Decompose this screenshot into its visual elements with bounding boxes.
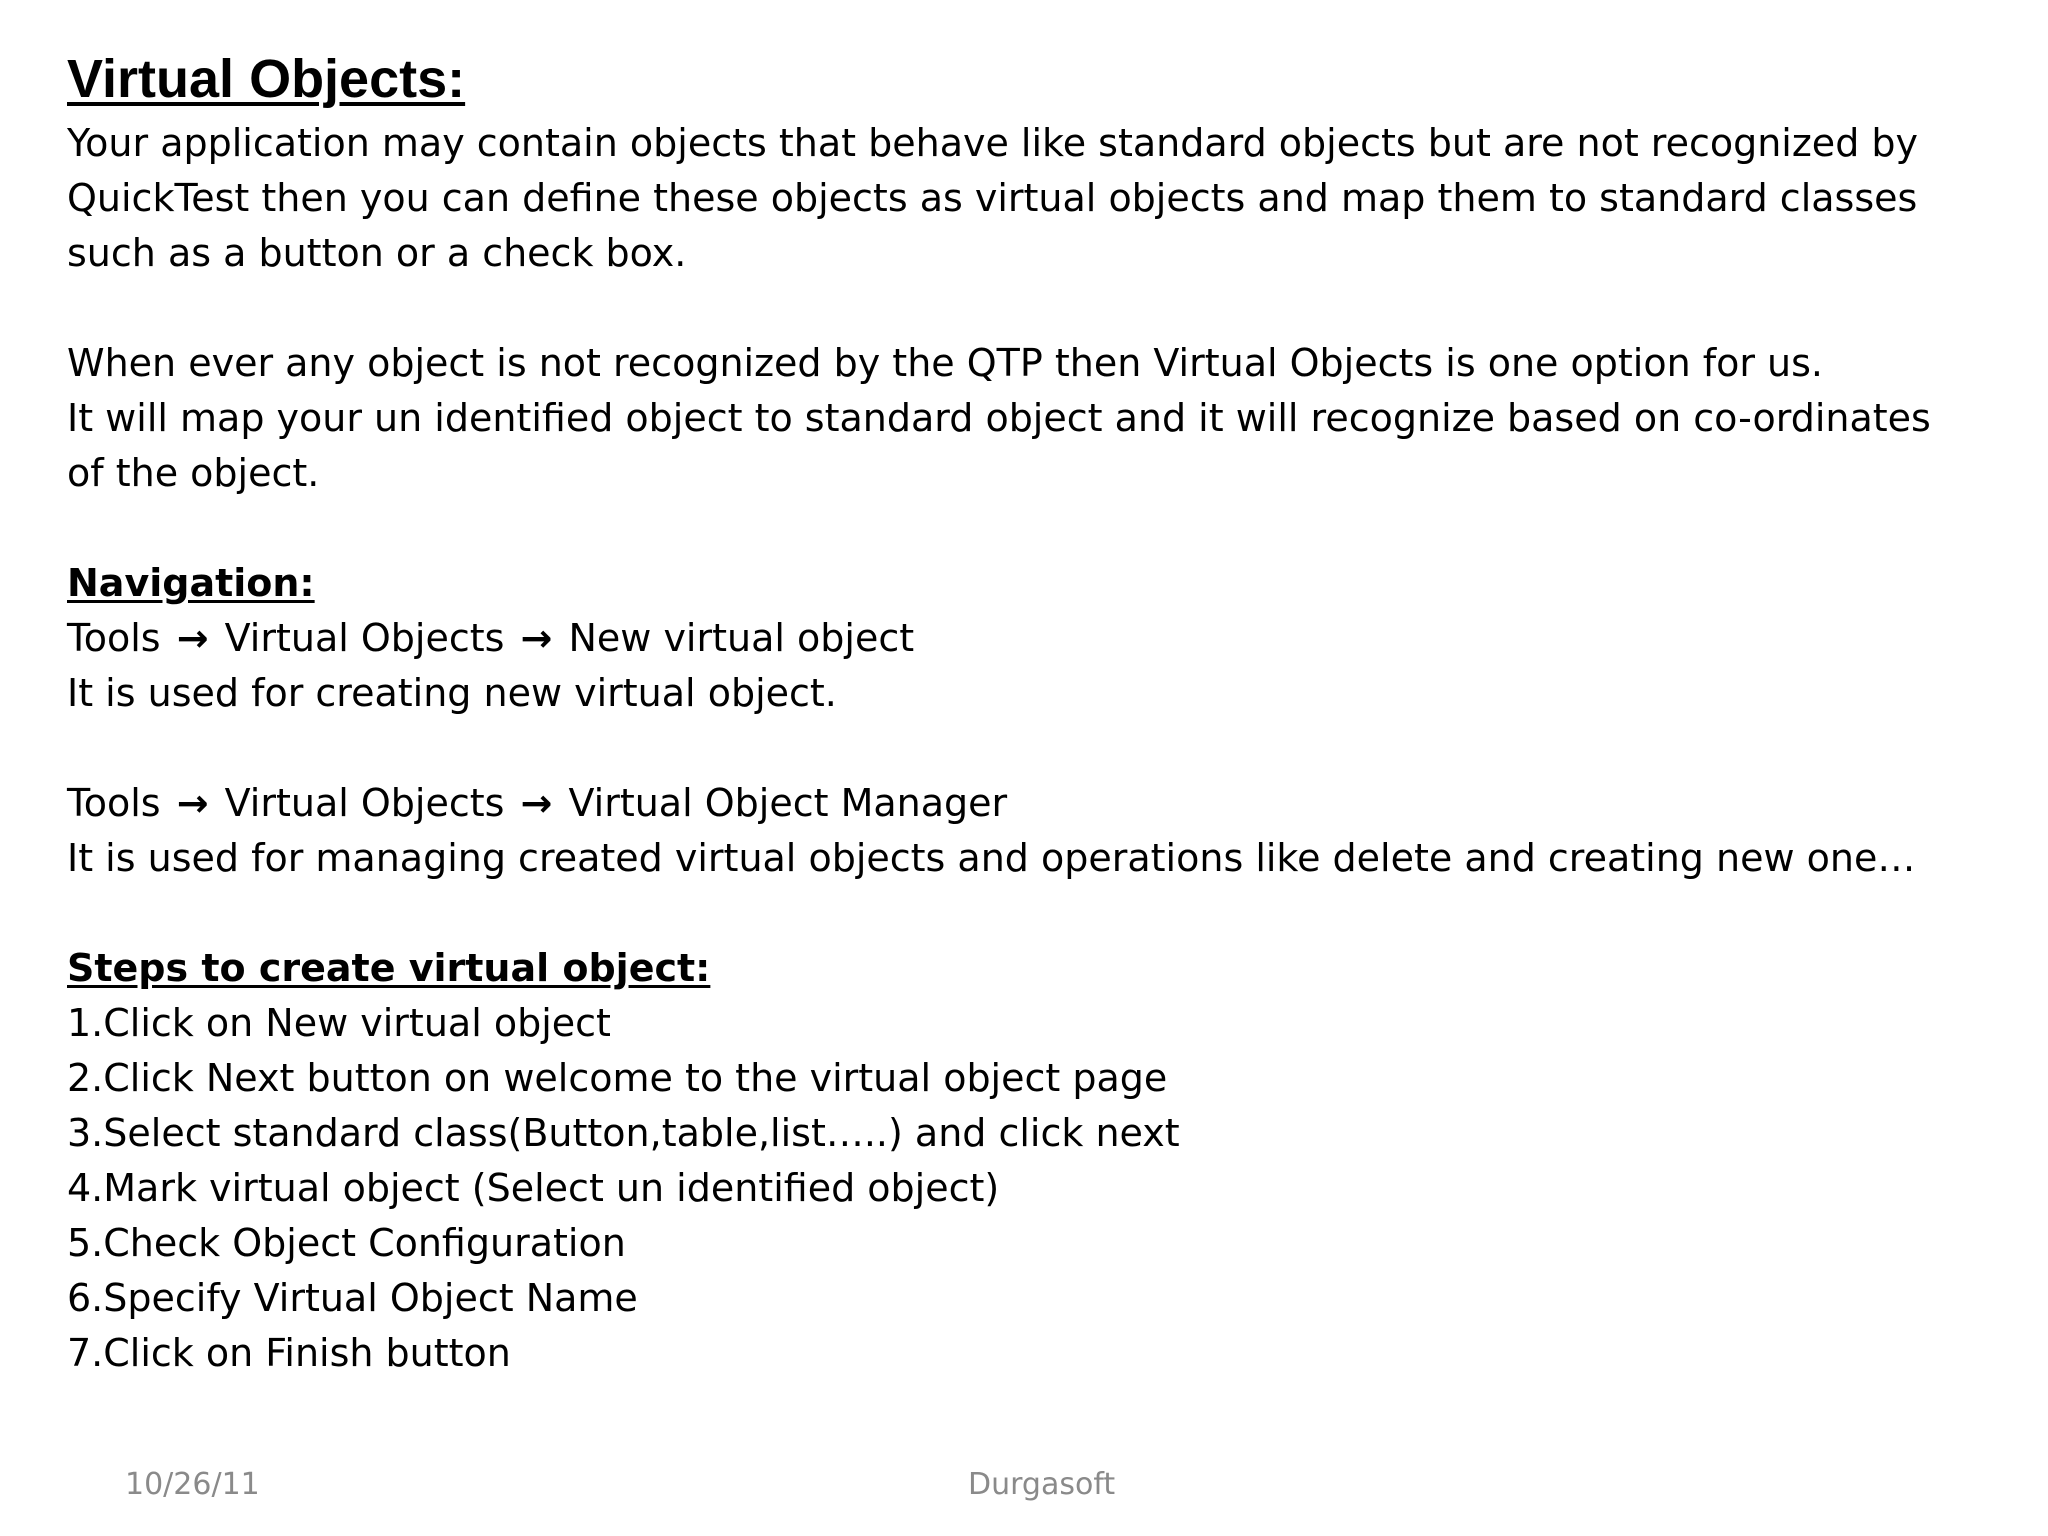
step-item: 2.Click Next button on welcome to the virtual object page (67, 1056, 1168, 1100)
steps-heading: Steps to create virtual object: (67, 946, 711, 990)
qtp-note-line: It will map your un identified object to standard object and it will recognize based on co-ordinates (67, 396, 1931, 440)
spacer (67, 721, 2027, 776)
nav-step: New virtual object (568, 616, 915, 660)
step-item: 1.Click on New virtual object (67, 1001, 611, 1045)
arrow-right-icon: → (176, 781, 209, 825)
navigation-section (67, 556, 2027, 611)
arrow-right-icon: → (176, 616, 209, 660)
footer-brand: Durgasoft (968, 1467, 1116, 1502)
nav-path-new-object (67, 611, 2027, 666)
intro-line: Your application may contain objects that behave like standard objects but are not recognized by (67, 121, 1918, 165)
nav-step: Tools (67, 781, 161, 825)
step-item: 6.Specify Virtual Object Name (67, 1276, 638, 1320)
nav-step: Virtual Objects (224, 781, 505, 825)
step-item: 3.Select standard class(Button,table,list…..) and click next (67, 1111, 1180, 1155)
nav-step: Tools (67, 616, 161, 660)
step-item: 7.Click on Finish button (67, 1331, 511, 1375)
page-title: Virtual Objects: (67, 49, 466, 109)
navigation-heading: Navigation: (67, 561, 315, 605)
intro-line: QuickTest then you can define these objects as virtual objects and map them to standard classes (67, 176, 1918, 220)
arrow-right-icon: → (520, 781, 553, 825)
nav-step: Virtual Objects (224, 616, 505, 660)
step-item: 5.Check Object Configuration (67, 1221, 626, 1265)
footer-date: 10/26/11 (125, 1467, 260, 1502)
spacer (67, 281, 2027, 336)
steps-section (67, 941, 2027, 996)
step-item: 4.Mark virtual object (Select un identified object) (67, 1166, 1000, 1210)
nav-manager-description: It is used for managing created virtual objects and operations like delete and creating new one… (67, 836, 1916, 880)
qtp-note-line: When ever any object is not recognized by the QTP then Virtual Objects is one option for us. (67, 341, 1824, 385)
slide-content (67, 42, 2027, 1381)
arrow-right-icon: → (520, 616, 553, 660)
qtp-note-line: of the object. (67, 451, 320, 495)
nav-step: Virtual Object Manager (568, 781, 1008, 825)
spacer (67, 886, 2027, 941)
spacer (67, 501, 2027, 556)
nav-new-object-description: It is used for creating new virtual object. (67, 671, 837, 715)
intro-line: such as a button or a check box. (67, 231, 687, 275)
nav-path-manager (67, 776, 2027, 831)
